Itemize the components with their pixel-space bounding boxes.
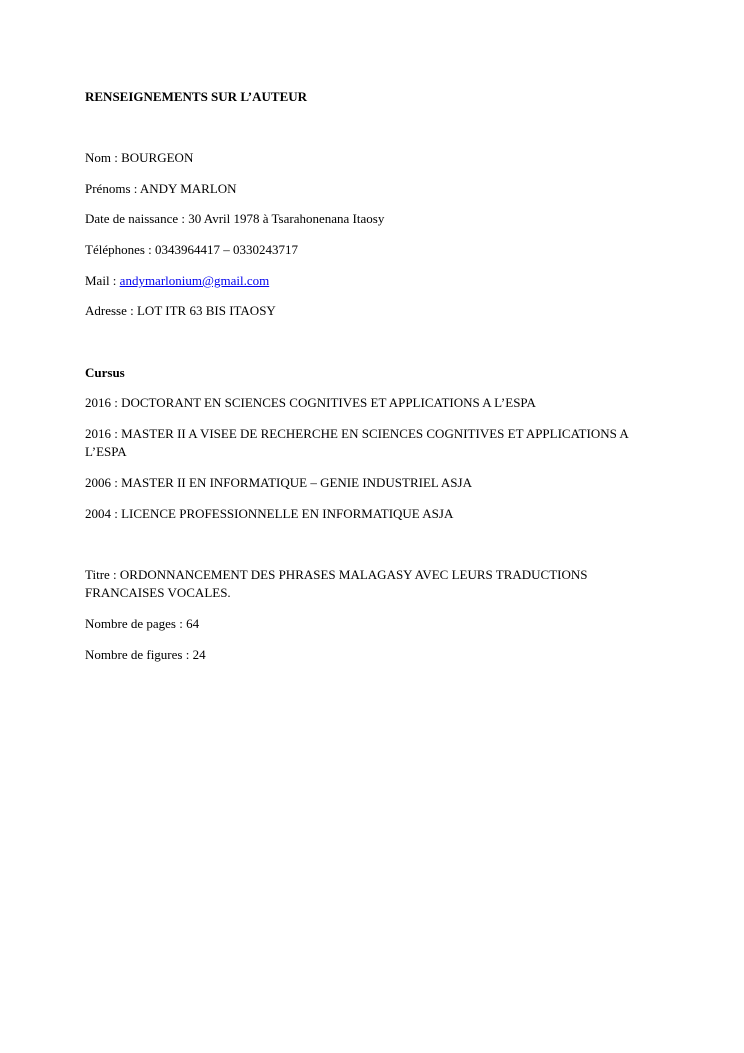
mail-link[interactable]: andymarlonium@gmail.com: [119, 273, 270, 288]
thesis-title: Titre : ORDONNANCEMENT DES PHRASES MALAGASY AVEC LEURS TRADUCTIONS FRANCAISES VOCALES.: [85, 567, 588, 600]
thesis-figures: Nombre de figures : 24: [85, 647, 206, 662]
author-phones: Téléphones : 0343964417 – 0330243717: [85, 242, 299, 257]
author-birth: Date de naissance : 30 Avril 1978 à Tsarahonenana Itaosy: [85, 211, 385, 226]
thesis-pages: Nombre de pages : 64: [85, 616, 200, 631]
mail-label: Mail :: [85, 273, 120, 288]
cursus-heading: Cursus: [85, 365, 125, 380]
author-prenoms: Prénoms : ANDY MARLON: [85, 181, 237, 196]
section-heading: RENSEIGNEMENTS SUR L’AUTEUR: [85, 89, 308, 104]
cursus-item: 2016 : DOCTORANT EN SCIENCES COGNITIVES ET APPLICATIONS A L’ESPA: [85, 395, 536, 410]
author-mail-row: [85, 272, 665, 290]
author-nom: Nom : BOURGEON: [85, 150, 194, 165]
cursus-item: 2016 : MASTER II A VISEE DE RECHERCHE EN SCIENCES COGNITIVES ET APPLICATIONS A L’ESPA: [85, 426, 629, 459]
cursus-item: 2006 : MASTER II EN INFORMATIQUE – GENIE INDUSTRIEL ASJA: [85, 475, 472, 490]
author-address: Adresse : LOT ITR 63 BIS ITAOSY: [85, 303, 276, 318]
cursus-item: 2004 : LICENCE PROFESSIONNELLE EN INFORMATIQUE ASJA: [85, 506, 454, 521]
